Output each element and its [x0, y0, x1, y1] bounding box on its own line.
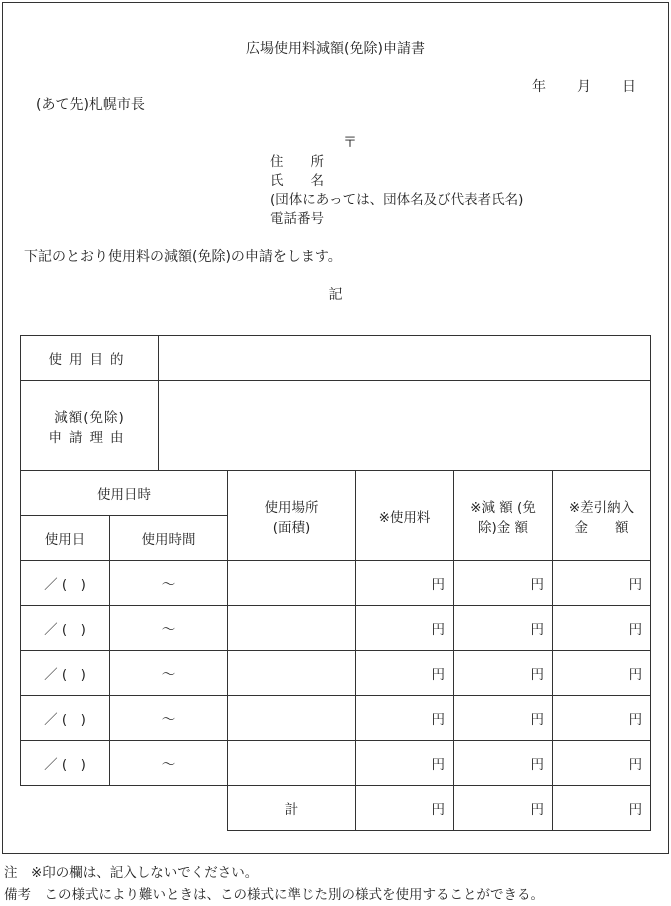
year-label: 年	[532, 79, 546, 95]
total-net-cell[interactable]: 円	[553, 786, 651, 831]
table-row	[21, 651, 651, 696]
net-cell[interactable]: 円	[553, 651, 651, 696]
remark-line: 備考 この様式により難いときは、この様式に準じた別の様式を使用することができる。	[4, 887, 544, 903]
total-spacer	[21, 786, 228, 831]
fee-cell[interactable]: 円	[356, 741, 454, 786]
net-cell[interactable]: 円	[553, 561, 651, 606]
notes	[4, 862, 544, 906]
day-label: 日	[622, 79, 636, 95]
time-cell[interactable]: ～	[110, 696, 228, 741]
note-line: 注 ※印の欄は、記入しないでください。	[4, 865, 259, 881]
total-reduction-cell[interactable]: 円	[454, 786, 553, 831]
month-label: 月	[577, 79, 591, 95]
form-title: 広場使用料減額(免除)申請書	[246, 41, 425, 57]
fee-cell[interactable]: 円	[356, 606, 454, 651]
postal-mark: 〒	[343, 135, 357, 151]
place-header-line1: 使用場所	[264, 499, 319, 516]
net-cell[interactable]: 円	[553, 696, 651, 741]
date-cell[interactable]: ／ ( )	[21, 741, 110, 786]
table-row	[21, 696, 651, 741]
time-cell[interactable]: ～	[110, 741, 228, 786]
total-row	[21, 786, 651, 831]
phone-label: 電話番号	[270, 211, 324, 227]
net-header-line2: 金 額	[574, 519, 629, 536]
reason-label	[21, 381, 159, 471]
addressee: (あて先)札幌市長	[36, 97, 145, 113]
date-header: 使用日	[21, 516, 110, 561]
fee-cell[interactable]: 円	[356, 651, 454, 696]
datetime-header: 使用日時	[21, 471, 228, 516]
place-cell[interactable]	[228, 696, 356, 741]
date-cell[interactable]: ／ ( )	[21, 651, 110, 696]
intro-text: 下記のとおり使用料の減額(免除)の申請をします。	[24, 249, 342, 265]
reason-field[interactable]	[159, 381, 651, 471]
reduction-header-line2: 除)金 額	[477, 519, 529, 536]
address-label: 住 所	[270, 154, 324, 170]
time-header: 使用時間	[110, 516, 228, 561]
net-cell[interactable]: 円	[553, 606, 651, 651]
total-fee-cell[interactable]: 円	[356, 786, 454, 831]
place-header	[228, 471, 356, 561]
reduction-cell[interactable]: 円	[454, 651, 553, 696]
place-cell[interactable]	[228, 561, 356, 606]
date-cell[interactable]: ／ ( )	[21, 561, 110, 606]
reduction-header	[454, 471, 553, 561]
reason-label-line2: 申請理由	[48, 429, 131, 446]
reduction-header-line1: ※減 額 (免	[470, 499, 536, 516]
table-row	[21, 561, 651, 606]
ki-heading: 記	[328, 287, 343, 303]
time-cell[interactable]: ～	[110, 651, 228, 696]
name-label: 氏 名	[270, 173, 324, 189]
reduction-cell[interactable]: 円	[454, 741, 553, 786]
place-header-line2: (面積)	[272, 519, 311, 536]
date-line	[0, 76, 671, 94]
place-cell[interactable]	[228, 606, 356, 651]
place-cell[interactable]	[228, 651, 356, 696]
date-cell[interactable]: ／ ( )	[21, 696, 110, 741]
reduction-cell[interactable]: 円	[454, 696, 553, 741]
time-cell[interactable]: ～	[110, 561, 228, 606]
reason-label-line1: 減額(免除)	[54, 409, 125, 426]
fee-cell[interactable]: 円	[356, 561, 454, 606]
purpose-label: 使用目的	[21, 336, 159, 381]
net-header-line1: ※差引納入	[568, 499, 635, 516]
place-cell[interactable]	[228, 741, 356, 786]
net-cell[interactable]: 円	[553, 741, 651, 786]
net-header	[553, 471, 651, 561]
total-label: 計	[228, 786, 356, 831]
table-row	[21, 606, 651, 651]
purpose-field[interactable]	[159, 336, 651, 381]
application-table	[20, 335, 651, 831]
fee-header: ※使用料	[356, 471, 454, 561]
time-cell[interactable]: ～	[110, 606, 228, 651]
group-note: (団体にあっては、団体名及び代表者氏名)	[270, 192, 524, 208]
reduction-cell[interactable]: 円	[454, 606, 553, 651]
reduction-cell[interactable]: 円	[454, 561, 553, 606]
fee-cell[interactable]: 円	[356, 696, 454, 741]
table-row	[21, 741, 651, 786]
date-cell[interactable]: ／ ( )	[21, 606, 110, 651]
